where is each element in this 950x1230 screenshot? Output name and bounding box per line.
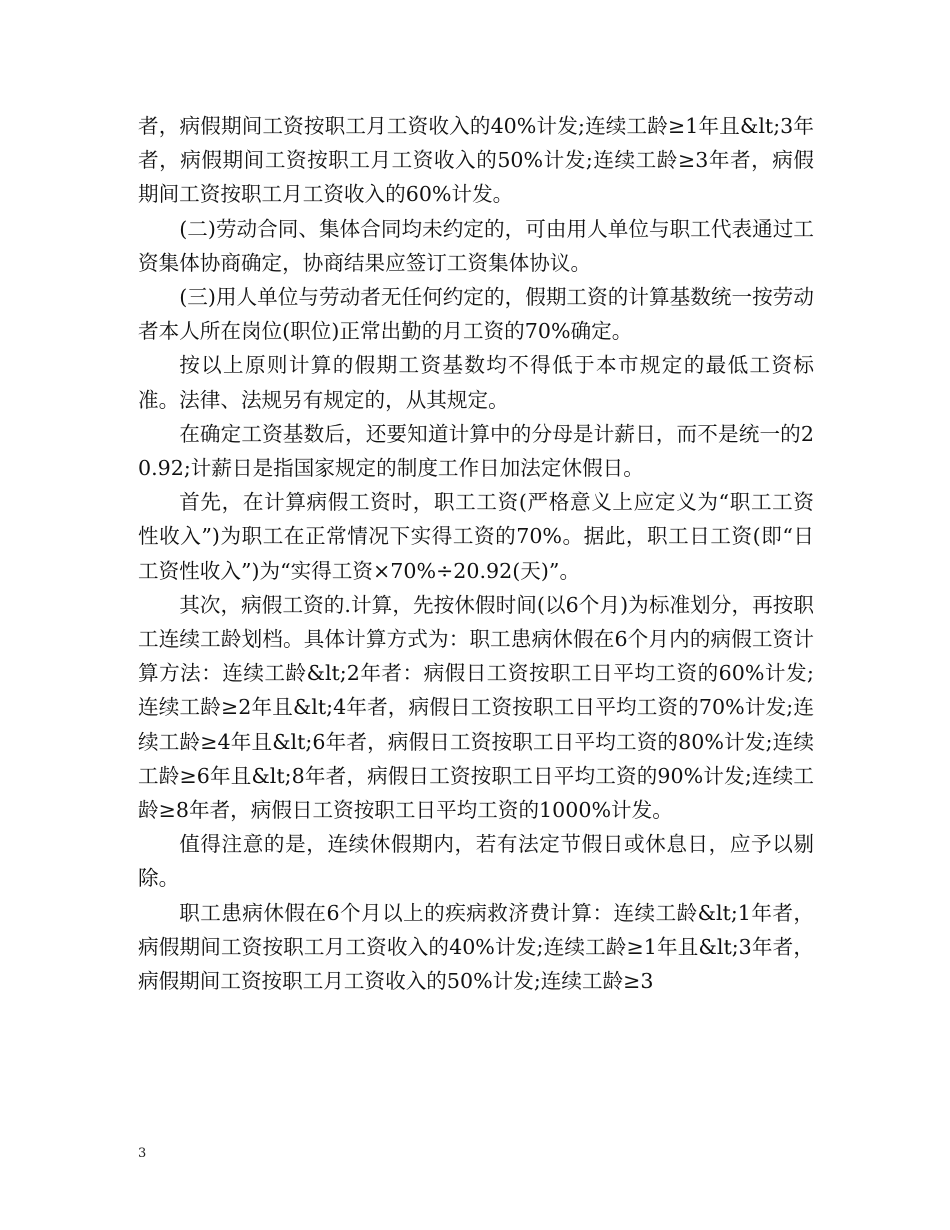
document-body — [138, 109, 814, 998]
paragraph-note: 值得注意的是，连续休假期内，若有法定节假日或休息日，应予以剔除。 — [138, 832, 814, 891]
paragraph-pay-days: 在确定工资基数后，还要知道计算中的分母是计薪日，而不是统一的20.92;计薪日是指国家规定的制度工作日加法定休假日。 — [138, 421, 814, 481]
paragraph-second: 其次，病假工资的.计算，先按休假时间(以6个月)为标准划分，再按职工连续工龄划档。具体计算方式为：职工患病休假在6个月内的病假工资计算方法：连续工龄&lt;2年者：病假日工资按职工日平均工资的60%计发;连续工龄≥2年且&lt;4年者，病假日工资按职工日平均工资的70%计发;连续工龄≥4年且&lt;6年者，病假日工资按职工日平均工资的80%计发;连续工龄≥6年且&lt;8年者，病假日工资按职工日平均工资的90%计发;连续工龄≥8年者，病假日工资按职工日平均工资的1000%计发。 — [138, 592, 814, 823]
page-number: 3 — [138, 1146, 147, 1161]
paragraph-minimum-wage: 按以上原则计算的假期工资基数均不得低于本市规定的最低工资标准。法律、法规另有规定的，从其规定。 — [138, 353, 814, 412]
paragraph-item-3: (三)用人单位与劳动者无任何约定的，假期工资的计算基数统一按劳动者本人所在岗位(职位)正常出勤的月工资的70%确定。 — [138, 285, 814, 344]
paragraph-relief-fund: 职工患病休假在6个月以上的疾病救济费计算：连续工龄&lt;1年者，病假期间工资按职工月工资收入的40%计发;连续工龄≥1年且&lt;3年者，病假期间工资按职工月工资收入的50%计发;连续工龄≥3 — [138, 900, 814, 994]
paragraph-item-2: (二)劳动合同、集体合同均未约定的，可由用人单位与职工代表通过工资集体协商确定，协商结果应签订工资集体协议。 — [138, 216, 814, 275]
paragraph-continuation: 者，病假期间工资按职工月工资收入的40%计发;连续工龄≥1年且&lt;3年者，病假期间工资按职工月工资收入的50%计发;连续工龄≥3年者，病假期间工资按职工月工资收入的60%计发。 — [138, 114, 814, 207]
paragraph-first: 首先，在计算病假工资时，职工工资(严格意义上应定义为“职工工资性收入”)为职工在正常情况下实得工资的70%。据此，职工日工资(即“日工资性收入”)为“实得工资×70%÷20.92(天)”。 — [138, 490, 814, 583]
